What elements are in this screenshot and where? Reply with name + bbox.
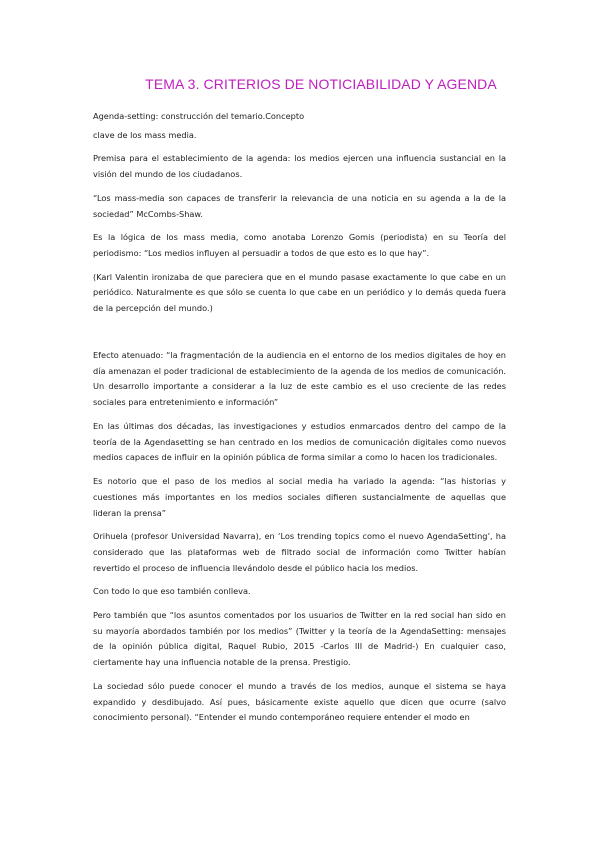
paragraph-premisa: Premisa para el establecimiento de la agenda: los medios ejercen una influencia sustancial en la visión del mundo de los ciudadanos. <box>93 153 506 180</box>
paragraph-social-media: Es notorio que el paso de los medios al social media ha variado la agenda: “las historias y cuestiones más importantes en los medios sociales difieren sustancialmente de aquellas que lideran la prensa” <box>93 475 506 518</box>
paragraph-sociedad: La sociedad sólo puede conocer el mundo a través de los medios, aunque el sistema se haya expandido y desdibujado. Así pues, básicamente existe aquello que dicen que ocurre (salvo conocimiento personal). “Entender el mundo contemporáneo requiere entender el modo en <box>93 680 506 723</box>
paragraph-twitter: Pero también que “los asuntos comentados por los usuarios de Twitter en la red social han sido en su mayoría abordados también por los medios” (Twitter y la teoría de la AgendaSetting: mensajes de la opinión pública digital, Raquel Rubio, 2015 -Carlos III de Madrid-) En cualquier caso, ciertamente hay una influencia notable de la prensa. Prestigio. <box>93 609 506 668</box>
paragraph-orihuela: Orihuela (profesor Universidad Navarra), en ‘Los trending topics como el nuevo AgendaSetting’, ha considerado que las plataformas web de filtrado social de información como Twitter habían revertido el proceso de influencia llevándolo desde el público hacia los medios. <box>93 531 506 573</box>
paragraph-karl-valentin: (Karl Valentin ironizaba de que pareciera que en el mundo pasase exactamente lo que cabe en un periódico. Naturalmente es que sólo se cuenta lo que cabe en un periódico y lo demás queda fuera de la percepción del mundo.) <box>93 271 506 314</box>
paragraph-agenda-setting: Agenda-setting: construcción del temario.Concepto <box>93 111 305 121</box>
paragraph-mccombs-quote: “Los mass-media son capaces de transferir la relevancia de una noticia en su agenda a la de la sociedad” McCombs-Shaw. <box>93 192 506 219</box>
document-title: TEMA 3. CRITERIOS DE NOTICIABILIDAD Y AGENDA <box>145 76 497 92</box>
paragraph-ultimas-decadas: En las últimas dos décadas, las investigaciones y estudios enmarcados dentro del campo de la teoría de la Agendasetting se han centrado en los medios de comunicación digitales como nuevos medios capaces de influir en la opinión pública de forma similar a como lo hacen los tradicionales. <box>93 420 506 463</box>
paragraph-mass-media: clave de los mass media. <box>93 129 197 140</box>
paragraph-gomis: Es la lógica de los mass media, como anotaba Lorenzo Gomis (periodista) en su Teoría del periodismo: “Los medios influyen al persuadir a todos de que esto es lo que hay”. <box>93 232 506 258</box>
paragraph-spacer <box>93 325 506 348</box>
paragraph-efecto-atenuado: Efecto atenuado: “la fragmentación de la audiencia en el entorno de los medios digitales de hoy en día amenazan el poder tradicional de establecimiento de la agenda de los medios de comunicación. Un desarrollo importante a considerar a la luz de este cambio es el uso creciente de las redes sociales para entretenimiento e información” <box>93 349 506 408</box>
document-body <box>93 109 506 734</box>
paragraph-conlleva: Con todo lo que eso también conlleva. <box>93 586 251 597</box>
